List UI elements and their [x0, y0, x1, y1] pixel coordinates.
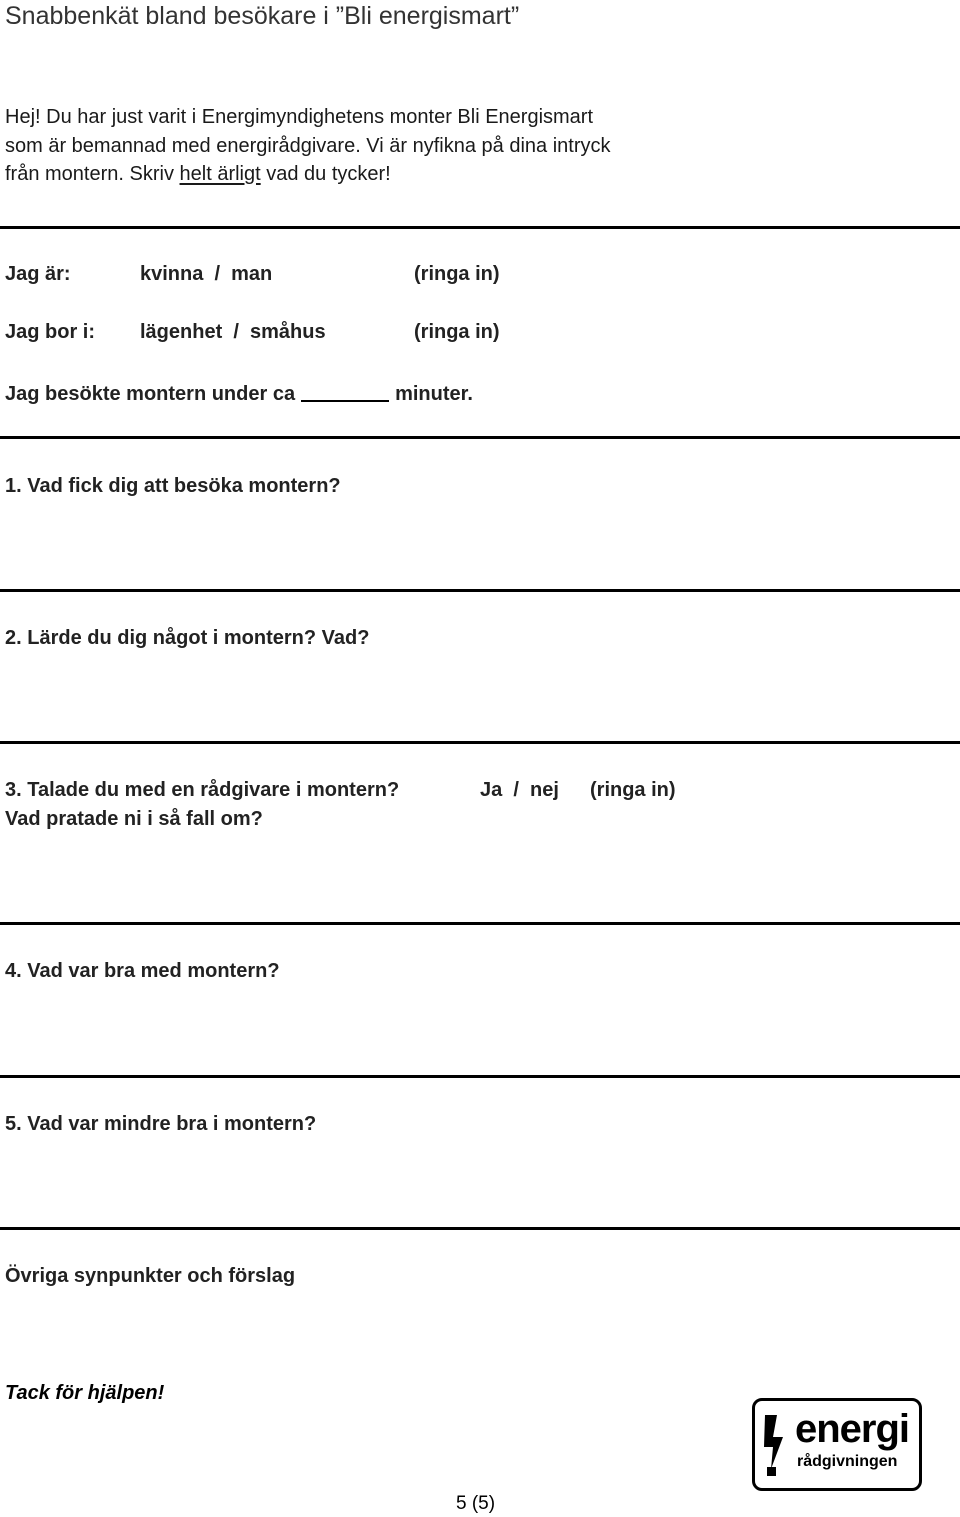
housing-hint: (ringa in)	[414, 321, 500, 343]
intro-line-2: som är bemannad med energirådgivare. Vi är nyfikna på dina intryck	[5, 134, 611, 157]
page-number: 5 (5)	[456, 1493, 496, 1514]
question-3-options[interactable]: Ja / nej	[480, 779, 559, 801]
visit-suffix: minuter.	[395, 383, 473, 405]
question-4: 4. Vad var bra med montern?	[5, 960, 280, 982]
minutes-blank-field[interactable]	[301, 380, 389, 402]
question-3-followup: Vad pratade ni i så fall om?	[5, 808, 263, 830]
logo-subtitle: rådgivningen	[797, 1453, 898, 1470]
question-3: 3. Talade du med en rådgivare i montern?	[5, 779, 400, 801]
logo-word: energi	[795, 1407, 910, 1451]
intro-text	[5, 103, 611, 189]
housing-label: Jag bor i:	[5, 321, 96, 343]
visit-duration-row	[5, 380, 473, 406]
gender-hint: (ringa in)	[414, 263, 500, 285]
section-divider	[0, 1075, 960, 1078]
intro-line-1: Hej! Du har just varit i Energimyndighetens monter Bli Energismart	[5, 106, 594, 128]
section-divider	[0, 436, 960, 439]
visit-prefix: Jag besökte montern under ca	[5, 383, 296, 405]
question-5: 5. Vad var mindre bra i montern?	[5, 1113, 317, 1135]
lightning-bolt-icon	[763, 1415, 789, 1477]
other-comments: Övriga synpunkter och förslag	[5, 1265, 296, 1287]
thanks-text: Tack för hjälpen!	[5, 1382, 165, 1404]
question-1: 1. Vad fick dig att besöka montern?	[5, 475, 341, 497]
section-divider	[0, 741, 960, 744]
section-divider	[0, 226, 960, 229]
gender-label: Jag är:	[5, 263, 71, 285]
section-divider	[0, 1227, 960, 1230]
energiradgivningen-logo	[752, 1398, 922, 1491]
intro-line-3	[5, 160, 611, 189]
question-2: 2. Lärde du dig något i montern? Vad?	[5, 627, 370, 649]
question-3-hint: (ringa in)	[590, 779, 676, 801]
intro-line-3-suffix: vad du tycker!	[260, 163, 391, 185]
housing-options[interactable]: lägenhet / småhus	[140, 321, 326, 343]
page-title: Snabbenkät bland besökare i ”Bli energismart”	[5, 2, 520, 30]
section-divider	[0, 589, 960, 592]
section-divider	[0, 922, 960, 925]
intro-line-3-prefix: från montern. Skriv	[5, 163, 180, 185]
intro-emphasis: helt ärligt	[179, 163, 261, 185]
gender-options[interactable]: kvinna / man	[140, 263, 273, 285]
